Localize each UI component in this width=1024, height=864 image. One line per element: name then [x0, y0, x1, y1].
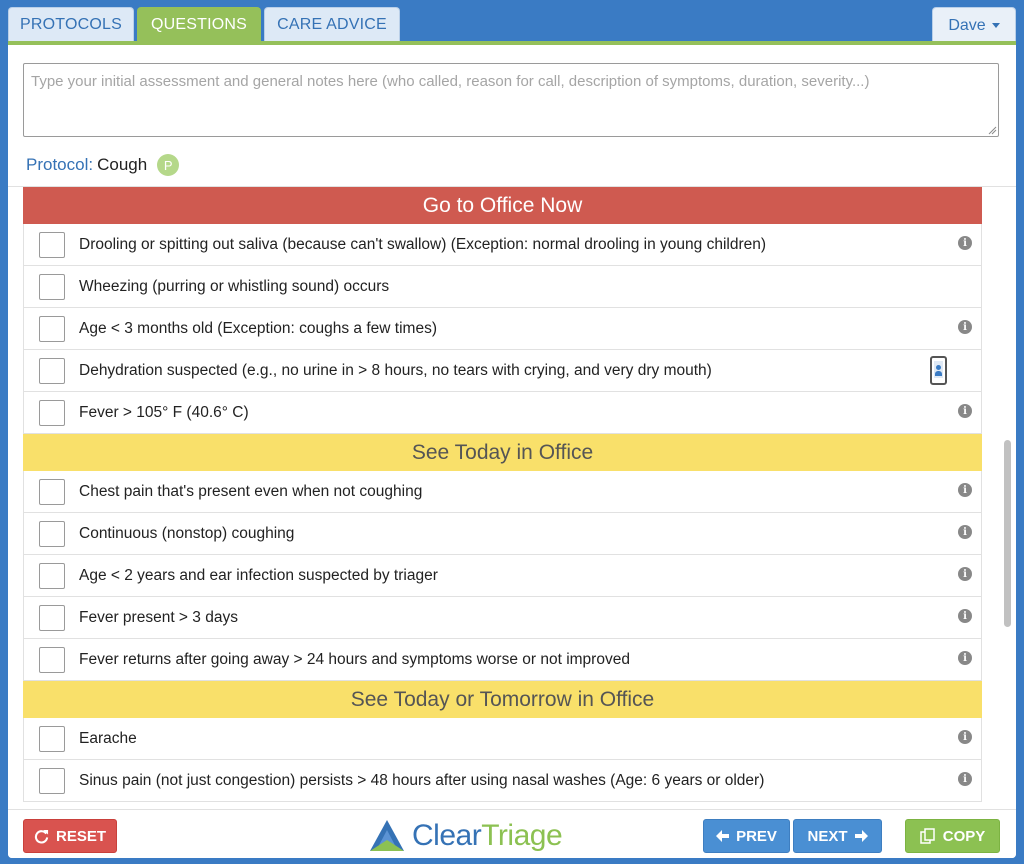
question-row[interactable] — [23, 392, 982, 434]
question-row[interactable] — [23, 639, 982, 681]
copy-button[interactable] — [905, 819, 1000, 853]
question-row[interactable] — [23, 224, 982, 266]
question-text: Wheezing (purring or whistling sound) occurs — [79, 277, 390, 295]
question-row[interactable] — [23, 308, 982, 350]
section-header: See Today in Office — [23, 434, 982, 471]
reset-label: RESET — [55, 827, 106, 845]
question-checkbox[interactable] — [39, 358, 65, 384]
question-checkbox[interactable] — [39, 274, 65, 300]
info-icon[interactable]: i — [958, 609, 972, 623]
tab-care-advice[interactable]: CARE ADVICE — [264, 7, 400, 42]
question-row[interactable] — [23, 597, 982, 639]
cleartriage-logo — [368, 816, 562, 856]
question-text: Chest pain that's present even when not coughing — [79, 482, 423, 500]
info-icon[interactable]: i — [958, 567, 972, 581]
question-text: Dehydration suspected (e.g., no urine in > 8 hours, no tears with crying, and very dry mouth) — [79, 361, 712, 379]
protocol-label: Protocol: — [26, 155, 94, 174]
info-icon[interactable]: i — [958, 772, 972, 786]
copy-label: COPY — [942, 827, 986, 845]
logo-wordmark: ClearTriage — [412, 819, 563, 852]
next-label: NEXT — [807, 827, 848, 845]
question-checkbox[interactable] — [39, 316, 65, 342]
question-checkbox[interactable] — [39, 726, 65, 752]
section-header: See Today or Tomorrow in Office — [23, 681, 982, 718]
info-icon[interactable]: i — [958, 320, 972, 334]
question-list — [23, 187, 982, 802]
question-checkbox[interactable] — [39, 563, 65, 589]
info-icon[interactable]: i — [958, 730, 972, 744]
triangle-logo-icon — [368, 818, 406, 854]
question-checkbox[interactable] — [39, 479, 65, 505]
question-checkbox[interactable] — [39, 521, 65, 547]
user-menu-button[interactable] — [932, 7, 1016, 43]
info-icon[interactable]: i — [958, 404, 972, 418]
question-text: Fever > 105° F (40.6° C) — [79, 403, 249, 421]
question-row[interactable] — [23, 266, 982, 308]
scrollbar-thumb[interactable] — [1004, 440, 1011, 627]
question-text: Age < 3 months old (Exception: coughs a few times) — [79, 319, 437, 337]
question-row[interactable] — [23, 350, 982, 392]
prev-button[interactable] — [703, 819, 790, 853]
question-row[interactable] — [23, 471, 982, 513]
arrow-left-icon — [716, 830, 729, 842]
protocol-name: Cough — [97, 155, 148, 174]
question-text: Drooling or spitting out saliva (because can't swallow) (Exception: normal drooling in young children) — [79, 235, 767, 253]
question-row[interactable] — [23, 760, 982, 802]
question-checkbox[interactable] — [39, 647, 65, 673]
question-row[interactable] — [23, 555, 982, 597]
tab-questions[interactable]: QUESTIONS — [137, 7, 261, 42]
footer-bar — [8, 809, 1016, 858]
info-icon[interactable]: i — [958, 236, 972, 250]
prev-label: PREV — [736, 827, 777, 845]
reset-button[interactable] — [23, 819, 117, 853]
question-text: Sinus pain (not just congestion) persists > 48 hours after using nasal washes (Age: 6 years or older) — [79, 771, 765, 789]
question-checkbox[interactable] — [39, 232, 65, 258]
phone-icon[interactable] — [930, 356, 947, 385]
question-text: Earache — [79, 729, 137, 747]
tab-protocols[interactable]: PROTOCOLS — [8, 7, 134, 42]
refresh-icon — [34, 829, 49, 844]
caret-down-icon — [992, 23, 1000, 28]
protocol-indicator — [26, 153, 179, 177]
question-list-area — [8, 186, 1016, 809]
notes-textarea[interactable] — [23, 63, 999, 137]
info-icon[interactable]: i — [958, 483, 972, 497]
arrow-right-icon — [855, 830, 868, 842]
question-checkbox[interactable] — [39, 768, 65, 794]
question-text: Continuous (nonstop) coughing — [79, 524, 295, 542]
section-header: Go to Office Now — [23, 187, 982, 224]
scrollbar[interactable] — [1002, 187, 1012, 809]
copy-icon — [920, 828, 936, 844]
question-checkbox[interactable] — [39, 605, 65, 631]
next-button[interactable] — [793, 819, 882, 853]
user-name: Dave — [948, 16, 986, 34]
protocol-badge[interactable]: P — [157, 154, 179, 176]
question-text: Fever present > 3 days — [79, 608, 238, 626]
question-row[interactable] — [23, 513, 982, 555]
tab-bar — [0, 0, 1024, 44]
resize-grip-icon[interactable] — [987, 125, 997, 135]
info-icon[interactable]: i — [958, 525, 972, 539]
question-text: Fever returns after going away > 24 hours and symptoms worse or not improved — [79, 650, 630, 668]
question-row[interactable] — [23, 718, 982, 760]
info-icon[interactable]: i — [958, 651, 972, 665]
question-checkbox[interactable] — [39, 400, 65, 426]
question-text: Age < 2 years and ear infection suspected by triager — [79, 566, 438, 584]
questions-panel — [8, 41, 1016, 858]
